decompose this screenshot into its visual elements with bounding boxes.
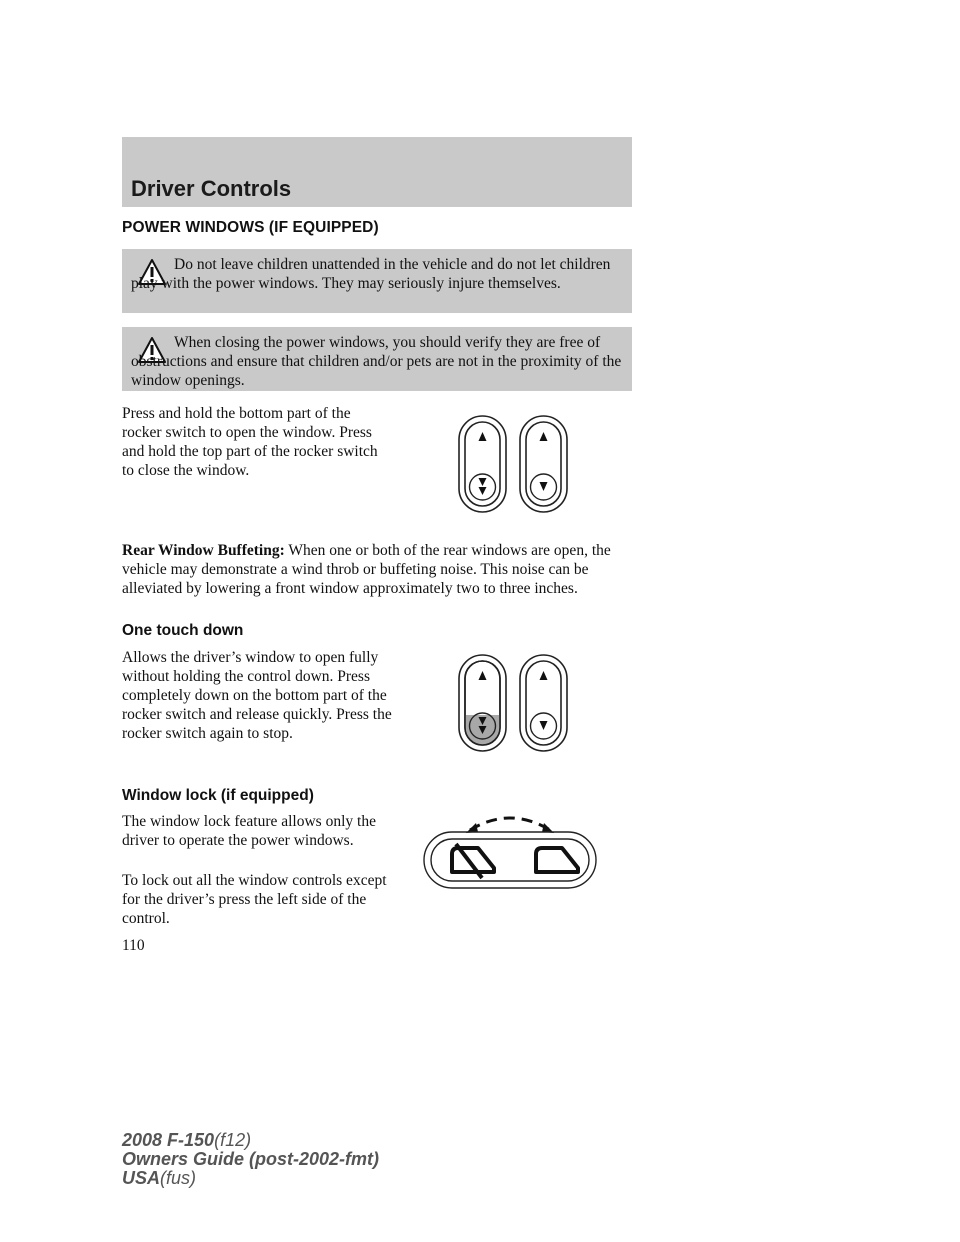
window-lock-paragraph-2: To lock out all the window controls except for the driver’s press the left side of the control. — [122, 872, 387, 927]
one-touch-paragraph: Allows the driver’s window to open fully without holding the control down. Press completely down on the bottom part of the rocker switch and release quickly. Press the rocker switch again to stop. — [122, 649, 392, 742]
section-title: POWER WINDOWS (IF EQUIPPED) — [122, 219, 379, 236]
warning-text: Do not leave children unattended in the vehicle and do not let children play with the power windows. They may seriously injure themselves. — [131, 256, 611, 292]
window-lock-paragraph-1: The window lock feature allows only the driver to operate the power windows. — [122, 813, 376, 849]
warning-text: When closing the power windows, you should verify they are free of obstructions and ensure that children and/or pets are not in the proximity of the window openings. — [131, 334, 622, 389]
page-header-title: Driver Controls — [131, 176, 292, 201]
page-number: 110 — [122, 937, 145, 954]
buffeting-label: Rear Window Buffeting: — [122, 542, 285, 559]
window-lock-heading: Window lock (if equipped) — [122, 787, 314, 804]
one-touch-heading: One touch down — [122, 622, 244, 639]
window-lock-switch-icon — [420, 808, 600, 890]
footer-market: USA — [122, 1168, 161, 1188]
rocker-switch-icon — [455, 653, 570, 753]
warning-box — [122, 249, 632, 313]
footer-market-code: (fus) — [160, 1168, 197, 1188]
buffeting-text: When one or both of the rear windows are open, the vehicle may demonstrate a wind throb or buffeting noise. This noise can be alleviated by lowering a front window approximately two to three inches. — [122, 542, 611, 597]
footer-model-code: (f12) — [214, 1130, 252, 1150]
footer-model: 2008 F-150 — [122, 1130, 215, 1150]
intro-paragraph: Press and hold the bottom part of the rocker switch to open the window. Press and hold the top part of the rocker switch to close the window. — [122, 405, 378, 479]
footer-guide: Owners Guide (post-2002-fmt) — [122, 1149, 380, 1169]
buffeting-paragraph — [122, 541, 632, 598]
warning-box — [122, 327, 632, 391]
rocker-switch-icon — [455, 414, 570, 514]
footer — [122, 1131, 379, 1188]
